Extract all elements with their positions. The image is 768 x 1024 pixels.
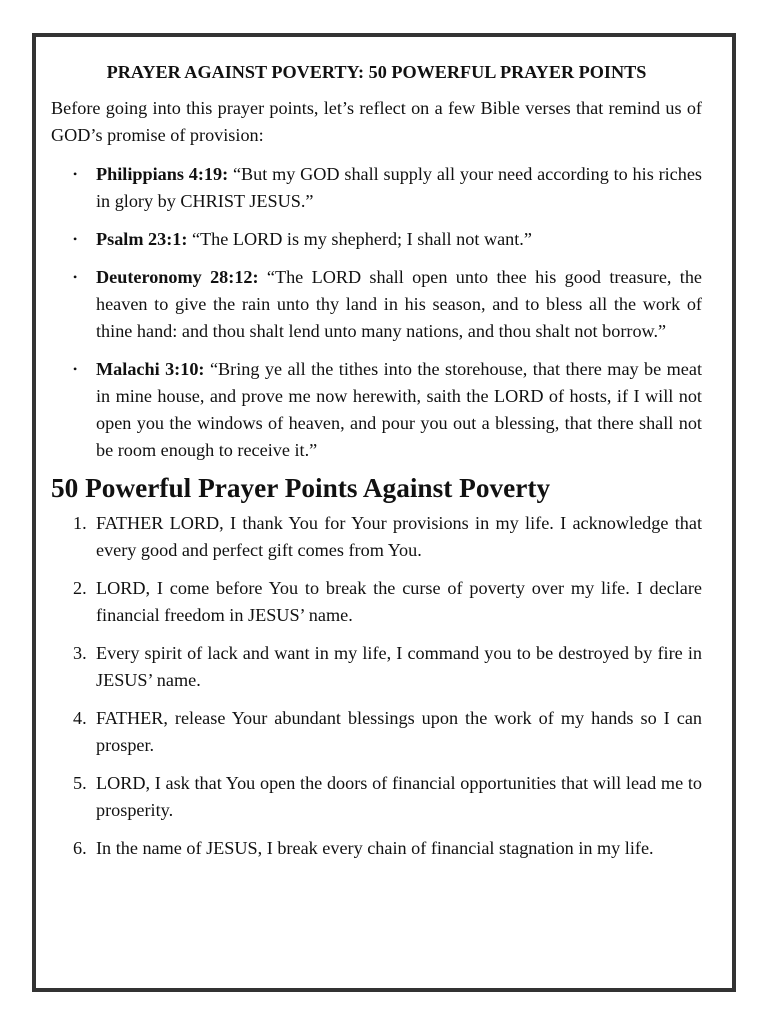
prayer-text: LORD, I ask that You open the doors of financial opportunities that will lead me to prosperity. [96, 773, 702, 820]
prayer-points-list [51, 510, 702, 862]
verse-text: “Bring ye all the tithes into the storehouse, that there may be meat in mine house, and prove me now herewith, saith the LORD of hosts, if I will not open you the windows of heaven, and pour you out a blessing, that there shall not be room enough to receive it.” [96, 359, 702, 460]
verse-reference: Deuteronomy 28:12: [96, 267, 259, 287]
page-frame [32, 33, 736, 992]
bullet-icon: • [73, 232, 78, 246]
prayers-heading: 50 Powerful Prayer Points Against Poverty [51, 473, 551, 503]
verse-text: “But my GOD shall supply all your need according to his riches in glory by CHRIST JESUS.” [96, 164, 702, 211]
verse-reference: Malachi 3:10: [96, 359, 205, 379]
verse-reference: Psalm 23:1: [96, 229, 188, 249]
verse-item [73, 161, 702, 215]
intro-paragraph: Before going into this prayer points, let’s reflect on a few Bible verses that remind us of GOD’s promise of provision: [51, 98, 702, 145]
prayer-number: 6. [73, 838, 87, 858]
document-title: PRAYER AGAINST POVERTY: 50 POWERFUL PRAYER POINTS [106, 62, 647, 82]
document-body [51, 59, 702, 873]
prayer-text: FATHER, release Your abundant blessings upon the work of my hands so I can prosper. [96, 708, 702, 755]
prayer-number: 3. [73, 643, 87, 663]
prayer-item [73, 705, 702, 759]
prayer-number: 2. [73, 578, 87, 598]
prayer-number: 4. [73, 708, 87, 728]
prayer-text: LORD, I come before You to break the curse of poverty over my life. I declare financial freedom in JESUS’ name. [96, 578, 702, 625]
prayer-item [73, 835, 702, 862]
prayer-item [73, 510, 702, 564]
bullet-icon: • [73, 270, 78, 284]
prayer-text: In the name of JESUS, I break every chain of financial stagnation in my life. [96, 838, 654, 858]
prayer-number: 5. [73, 773, 87, 793]
prayer-item [73, 770, 702, 824]
verse-reference: Philippians 4:19: [96, 164, 229, 184]
verse-item [73, 356, 702, 464]
prayer-number: 1. [73, 513, 87, 533]
prayer-text: Every spirit of lack and want in my life, I command you to be destroyed by fire in JESUS’ name. [96, 643, 702, 690]
verse-text: “The LORD is my shepherd; I shall not want.” [191, 229, 532, 249]
prayer-text: FATHER LORD, I thank You for Your provisions in my life. I acknowledge that every good and perfect gift comes from You. [96, 513, 702, 560]
bible-verse-list [51, 161, 702, 464]
verse-text: “The LORD shall open unto thee his good treasure, the heaven to give the rain unto thy land in his season, and to bless all the work of thine hand: and thou shalt lend unto many nations, and thou shalt not borrow.” [96, 267, 703, 341]
bullet-icon: • [73, 362, 78, 376]
prayer-item [73, 640, 702, 694]
verse-item [73, 226, 702, 253]
prayer-item [73, 575, 702, 629]
bullet-icon: • [73, 167, 78, 181]
verse-item [73, 264, 703, 345]
